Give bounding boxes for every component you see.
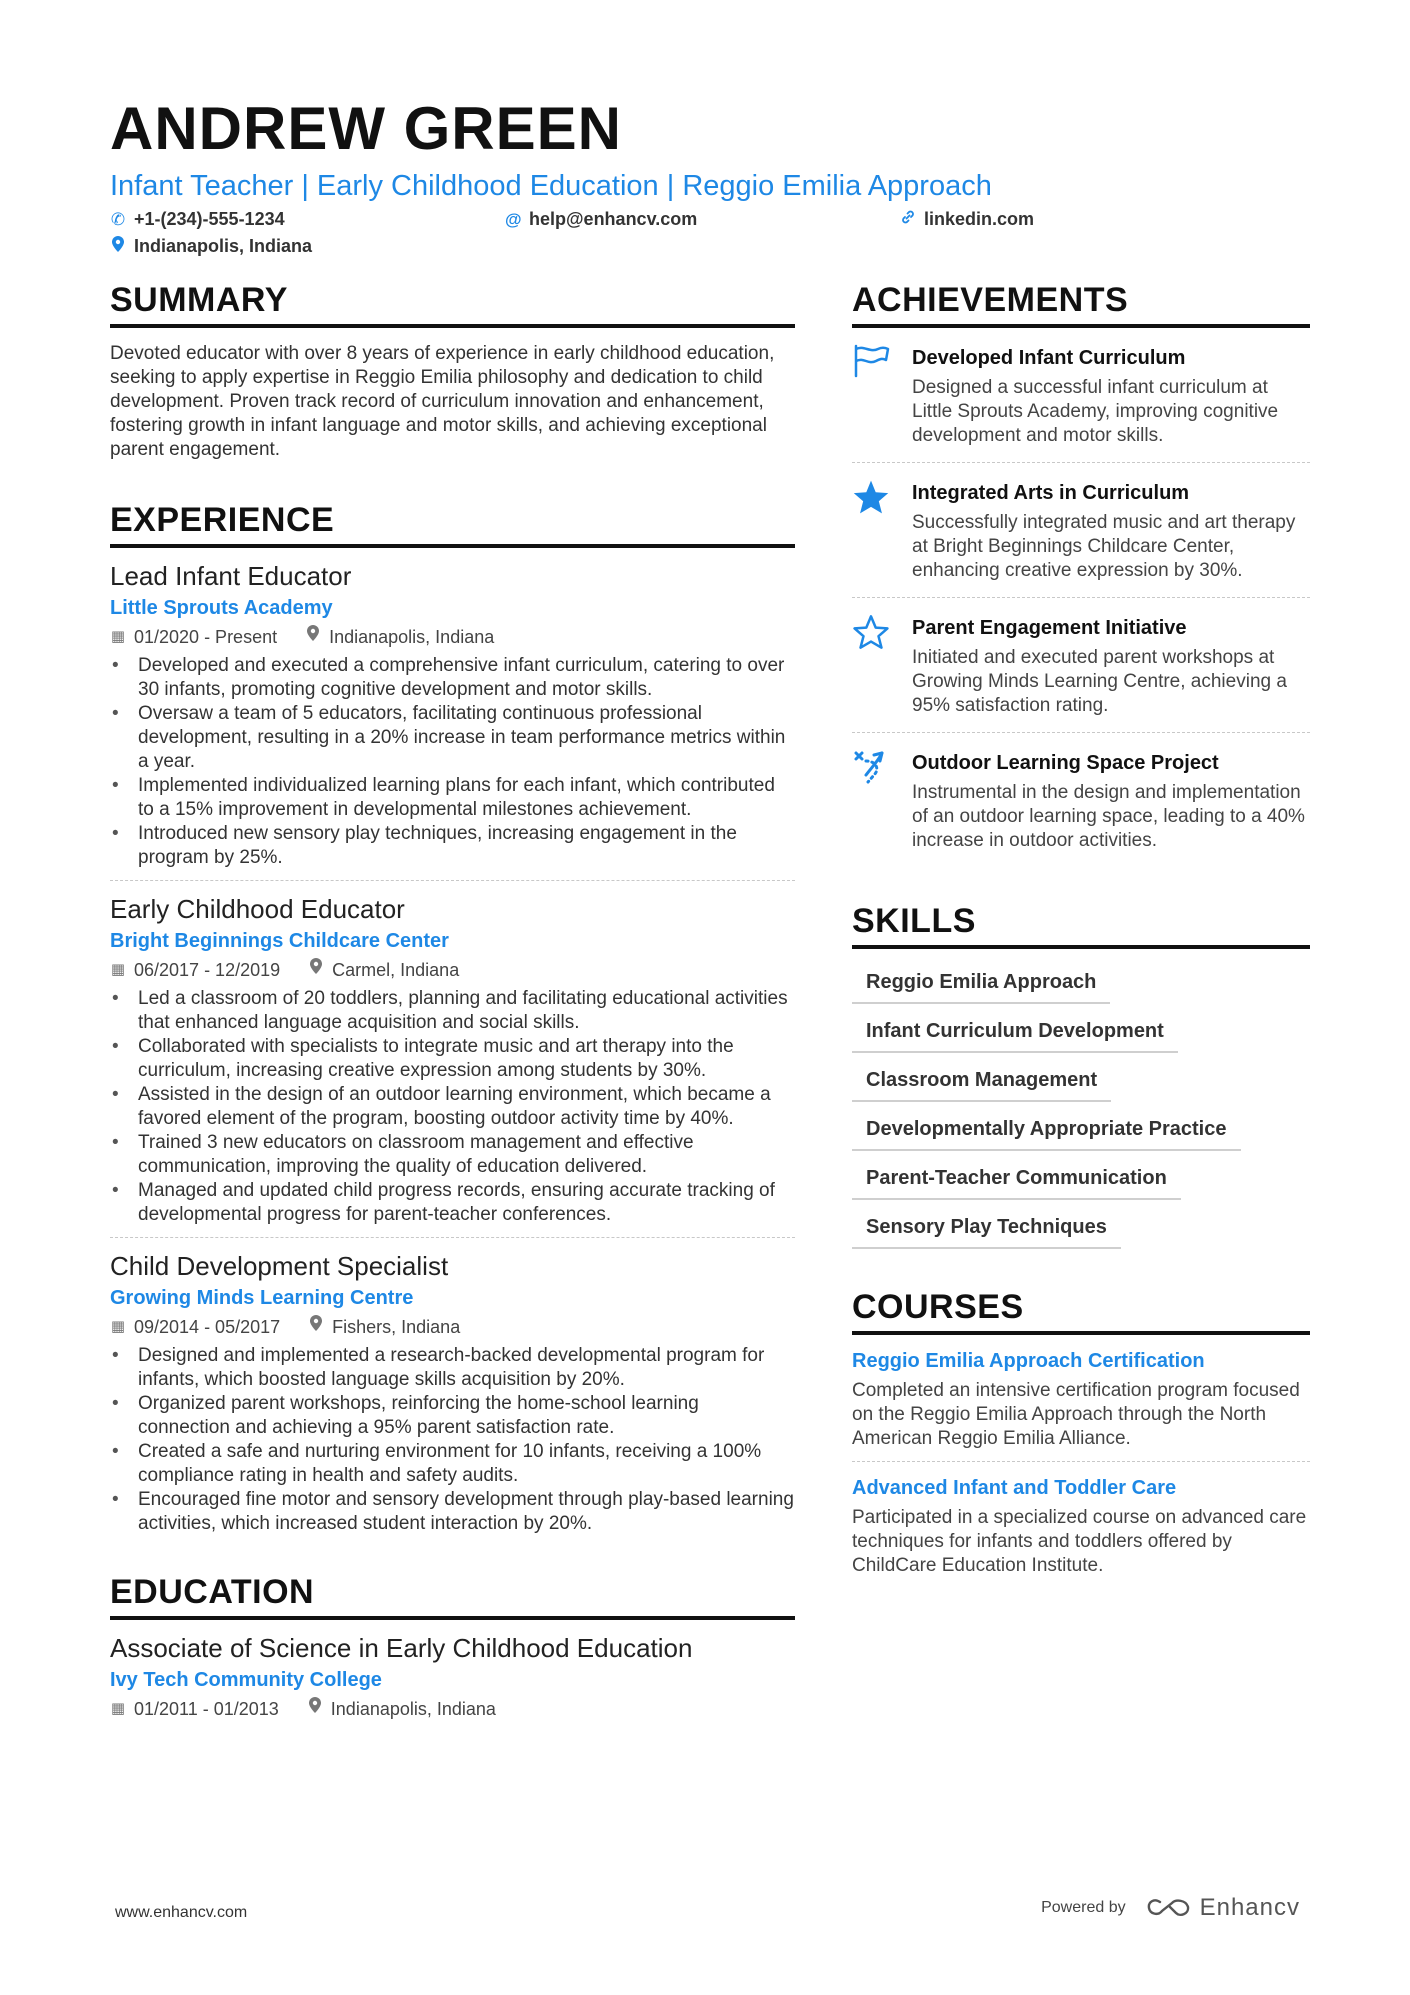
job-meta (110, 957, 795, 983)
bullet-item: • Organized parent workshops, reinforcing the home-school learning connection and achieving a 95% parent satisfaction rate. (110, 1392, 795, 1440)
job-entry (110, 548, 795, 881)
experience-heading: EXPERIENCE (110, 500, 795, 548)
degree-title: Associate of Science in Early Childhood Education (110, 1633, 693, 1663)
star-filled-icon (852, 479, 894, 583)
experience-section (110, 500, 795, 1546)
job-location: Carmel, Indiana (332, 960, 460, 980)
job-bullets (110, 654, 795, 870)
education-entry (110, 1620, 795, 1732)
contact-linkedin[interactable] (900, 209, 1034, 230)
enhancv-logo[interactable] (1146, 1894, 1300, 1922)
company-name: Little Sprouts Academy (110, 597, 333, 619)
achievement-item (852, 598, 1310, 733)
candidate-name: ANDREW GREEN (110, 95, 623, 162)
achievement-desc: Successfully integrated music and art therapy at Bright Beginnings Childcare Center, enhancing creative expression by 30%. (912, 512, 1296, 581)
achievement-item (852, 328, 1310, 463)
job-dates: 01/2020 - Present (134, 627, 278, 647)
contact-phone[interactable] (110, 209, 285, 230)
location-text: Indianapolis, Indiana (134, 236, 313, 256)
education-meta (110, 1696, 795, 1722)
star-outline-icon (852, 614, 894, 718)
achievement-title: Integrated Arts in Curriculum (912, 482, 1190, 504)
skills-section (852, 901, 1310, 1253)
achievement-desc: Designed a successful infant curriculum at Little Sprouts Academy, improving cognitive development and motor skills. (912, 377, 1279, 446)
skills-heading: SKILLS (852, 901, 1310, 949)
course-title: Advanced Infant and Toddler Care (852, 1477, 1177, 1499)
calendar-icon: ▦ (110, 1700, 126, 1717)
calendar-icon: ▦ (110, 628, 126, 645)
link-icon (900, 209, 916, 230)
brand-name: Enhancv (1199, 1894, 1300, 1921)
achievements-heading: ACHIEVEMENTS (852, 280, 1310, 328)
left-column (110, 280, 795, 1732)
bullet-item: • Designed and implemented a research-backed developmental program for infants, which boosted language skills acquisition by 20%. (110, 1344, 795, 1392)
courses-heading: COURSES (852, 1287, 1310, 1335)
job-bullets (110, 1344, 795, 1536)
bullet-item: • Oversaw a team of 5 educators, facilitating continuous professional development, resulting in a 20% increase in team performance metrics within a year. (110, 702, 795, 774)
powered-by (1041, 1894, 1300, 1922)
bullet-item: • Introduced new sensory play techniques, increasing engagement in the program by 25%. (110, 822, 795, 870)
job-location: Indianapolis, Indiana (329, 627, 495, 647)
resume-header (110, 95, 1310, 265)
job-entry (110, 881, 795, 1238)
calendar-icon: ▦ (110, 961, 126, 978)
bullet-item: • Assisted in the design of an outdoor learning environment, which became a favored element of the program, boosting outdoor activity time by 40%. (110, 1083, 795, 1131)
bullet-item: • Collaborated with specialists to integrate music and art therapy into the curriculum, increasing creative expression among students by 30%. (110, 1035, 795, 1083)
enhancv-logo-icon (1146, 1896, 1192, 1920)
phone-text: +1-(234)-555-1234 (134, 209, 285, 229)
summary-text: Devoted educator with over 8 years of experience in early childhood education, seeking to apply expertise in Reggio Emilia philosophy and dedication to child development. Proven track record of curriculum innovation and enhancement, fostering growth in infant language and motor skills, and achieving exceptional parent engagement. (110, 343, 775, 460)
skill-tag: Sensory Play Techniques (852, 1204, 1121, 1249)
location-pin-icon (308, 1314, 324, 1340)
job-meta (110, 624, 795, 650)
skill-tag: Reggio Emilia Approach (852, 959, 1110, 1004)
right-column (852, 280, 1310, 1588)
skill-tag: Parent-Teacher Communication (852, 1155, 1181, 1200)
achievements-section (852, 280, 1310, 867)
job-location: Fishers, Indiana (332, 1317, 461, 1337)
achievement-title: Developed Infant Curriculum (912, 347, 1186, 369)
location-pin-icon (305, 624, 321, 650)
education-heading: EDUCATION (110, 1572, 795, 1620)
skill-tag: Classroom Management (852, 1057, 1111, 1102)
candidate-title: Infant Teacher | Early Childhood Education | Reggio Emilia Approach (110, 170, 992, 202)
company-name: Bright Beginnings Childcare Center (110, 930, 449, 952)
achievement-desc: Initiated and executed parent workshops at Growing Minds Learning Centre, achieving a 95% satisfaction rating. (912, 647, 1287, 716)
education-dates: 01/2011 - 01/2013 (134, 1699, 279, 1719)
skill-tag: Infant Curriculum Development (852, 1008, 1178, 1053)
calendar-icon: ▦ (110, 1318, 126, 1335)
contact-email[interactable] (505, 209, 697, 230)
summary-section (110, 280, 795, 462)
contact-info (110, 209, 1310, 265)
job-dates: 06/2017 - 12/2019 (134, 960, 281, 980)
achievement-title: Parent Engagement Initiative (912, 617, 1187, 639)
job-dates: 09/2014 - 05/2017 (134, 1317, 281, 1337)
bullet-item: • Created a safe and nurturing environment for 10 infants, receiving a 100% compliance rating in health and safety audits. (110, 1440, 795, 1488)
courses-section (852, 1287, 1310, 1588)
course-item (852, 1462, 1310, 1588)
footer-url[interactable]: www.enhancv.com (115, 1904, 248, 1921)
job-entry (110, 1238, 795, 1546)
job-title: Lead Infant Educator (110, 561, 352, 591)
bullet-item: • Encouraged fine motor and sensory development through play-based learning activities, which increased student interaction by 20%. (110, 1488, 795, 1536)
achievement-item (852, 733, 1310, 867)
location-pin-icon (110, 236, 126, 257)
job-bullets (110, 987, 795, 1227)
achievement-item (852, 463, 1310, 598)
flag-icon (852, 344, 894, 448)
location-pin-icon (308, 957, 324, 983)
job-title: Early Childhood Educator (110, 894, 405, 924)
education-section (110, 1572, 795, 1732)
route-icon (852, 749, 894, 853)
summary-heading: SUMMARY (110, 280, 795, 328)
contact-location (110, 236, 312, 257)
job-meta (110, 1314, 795, 1340)
course-title: Reggio Emilia Approach Certification (852, 1350, 1205, 1372)
location-pin-icon (307, 1696, 323, 1722)
bullet-item: • Developed and executed a comprehensive infant curriculum, catering to over 30 infants, promoting cognitive development and motor skills. (110, 654, 795, 702)
school-name: Ivy Tech Community College (110, 1669, 382, 1691)
skills-list (852, 949, 1310, 1253)
email-text: help@enhancv.com (529, 209, 698, 229)
achievement-desc: Instrumental in the design and implementation of an outdoor learning space, leading to a 40% increase in outdoor activities. (912, 782, 1305, 851)
at-icon: @ (505, 209, 522, 229)
skill-tag: Developmentally Appropriate Practice (852, 1106, 1241, 1151)
bullet-item: • Trained 3 new educators on classroom management and effective communication, improving the quality of education delivered. (110, 1131, 795, 1179)
education-location: Indianapolis, Indiana (330, 1699, 496, 1719)
bullet-item: • Implemented individualized learning plans for each infant, which contributed to a 15% improvement in developmental milestones achievement. (110, 774, 795, 822)
bullet-item: • Led a classroom of 20 toddlers, planning and facilitating educational activities that enhanced language acquisition and social skills. (110, 987, 795, 1035)
job-title: Child Development Specialist (110, 1251, 449, 1281)
phone-icon: ✆ (110, 209, 126, 229)
course-desc: Completed an intensive certification program focused on the Reggio Emilia Approach through the North American Reggio Emilia Alliance. (852, 1380, 1300, 1449)
company-name: Growing Minds Learning Centre (110, 1287, 414, 1309)
page-footer (110, 1890, 1310, 1930)
powered-by-text: Powered by (1041, 1899, 1126, 1916)
course-item (852, 1335, 1310, 1462)
bullet-item: • Managed and updated child progress records, ensuring accurate tracking of developmental progress for parent-teacher conferences. (110, 1179, 795, 1227)
linkedin-text: linkedin.com (924, 209, 1035, 229)
achievement-title: Outdoor Learning Space Project (912, 752, 1219, 774)
course-desc: Participated in a specialized course on advanced care techniques for infants and toddlers offered by ChildCare Education Institute. (852, 1507, 1307, 1576)
